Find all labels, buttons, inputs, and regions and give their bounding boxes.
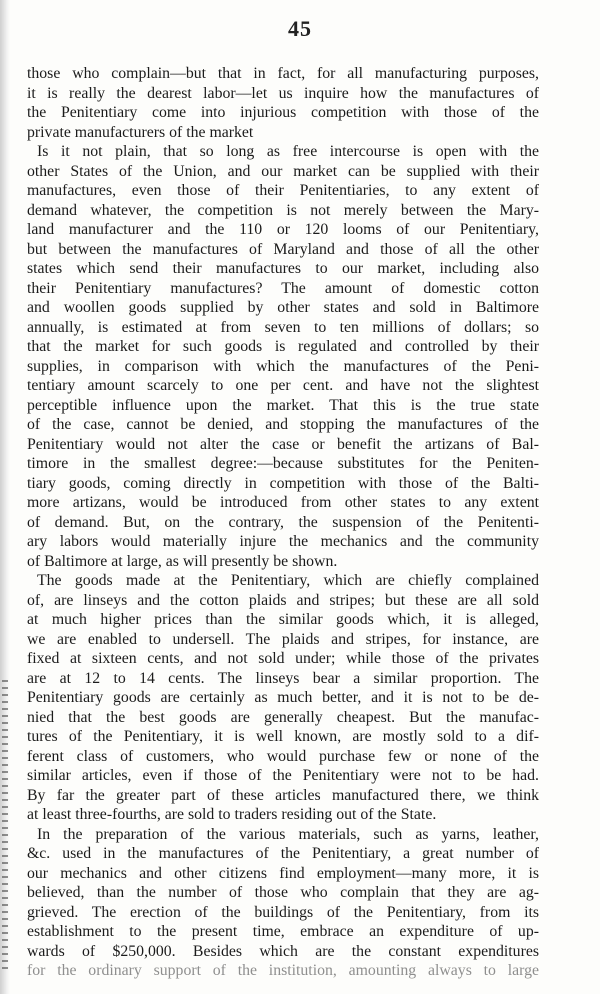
text-line: manufactures, even those of their Penitentiaries, to any extent of [27, 182, 539, 199]
text-line: wards of $250,000. Besides which are the constant expenditures [27, 942, 539, 960]
text-line: In the preparation of the various materials, such as yarns, leather, [37, 825, 539, 843]
text-line: are at 12 to 14 cents. The linseys bear a similar proportion. The [27, 669, 539, 687]
text-line: of the case, cannot be denied, and stopping the manufactures of the [27, 416, 539, 433]
text-line: tentiary amount scarcely to one per cent. and have not the slightest [27, 377, 539, 394]
text-line: tures of the Penitentiary, it is well known, are mostly sold to a dif- [27, 728, 539, 745]
text-line: other States of the Union, and our market can be supplied with their [27, 162, 539, 180]
page-binding-edge [0, 0, 10, 994]
text-line: it is really the dearest labor—let us inquire how the manufactures of [27, 84, 539, 102]
text-line: ary labors would materially injure the mechanics and the community [27, 533, 539, 550]
text-line: for the ordinary support of the institution, amounting always to large [27, 962, 539, 979]
text-line: tiary goods, coming directly in competition with those of the Balti- [27, 474, 539, 492]
text-line: of, are linseys and the cotton plaids and stripes; but these are all sold [27, 591, 539, 609]
text-line: land manufacturer and the 110 or 120 looms of our Penitentiary, [27, 221, 539, 238]
text-line: Is it not plain, that so long as free intercourse is open with the [37, 143, 539, 160]
text-line: more artizans, would be introduced from other states to any extent [27, 494, 539, 511]
text-line: the Penitentiary come into injurious competition with those of the [27, 104, 539, 121]
text-line: states which send their manufactures to our market, including also [27, 260, 539, 277]
text-line: grieved. The erection of the buildings of the Penitentiary, from its [27, 903, 539, 921]
text-line: those who complain—but that in fact, for all manufacturing purposes, [27, 65, 539, 82]
body-text [27, 64, 539, 981]
text-line: at least three-fourths, are sold to traders residing out of the State. [27, 806, 437, 823]
text-line: The goods made at the Penitentiary, which are chiefly complained [37, 572, 539, 589]
text-line: timore in the smallest degree:—because substitutes for the Peniten- [27, 455, 539, 472]
text-line: and woollen goods supplied by other states and sold in Baltimore [27, 299, 539, 316]
text-line: Penitentiary goods are certainly as much better, and it is not to be de- [27, 689, 539, 706]
text-line: at much higher prices than the similar goods which, it is alleged, [27, 611, 539, 628]
text-line: similar articles, even if those of the Penitentiary were not to be had. [27, 767, 539, 784]
text-line: &c. used in the manufactures of the Penitentiary, a great number of [27, 845, 539, 862]
text-line: fixed at sixteen cents, and not sold under; while those of the privates [27, 650, 539, 667]
text-line: supplies, in comparison with which the manufactures of the Peni- [27, 357, 539, 375]
text-line: Penitentiary would not alter the case or benefit the artizans of Bal- [27, 435, 539, 453]
text-line: our mechanics and other citizens find employment—many more, it is [27, 864, 539, 882]
text-line: but between the manufactures of Maryland and those of all the other [27, 240, 539, 258]
text-line: their Penitentiary manufactures? The amount of domestic cotton [27, 279, 539, 297]
text-line: private manufacturers of the market [27, 123, 254, 141]
text-line: nied that the best goods are generally cheapest. But the manufac- [27, 708, 539, 726]
text-line: believed, than the number of those who complain that they are ag- [27, 884, 539, 901]
paragraph-4 [27, 825, 539, 981]
text-line: ferent class of customers, who would purchase few or none of the [27, 747, 539, 765]
text-line: we are enabled to undersell. The plaids and stripes, for instance, are [27, 630, 539, 648]
text-line: demand whatever, the competition is not merely between the Mary- [27, 201, 539, 219]
text-line: of demand. But, on the contrary, the suspension of the Penitenti- [27, 513, 539, 531]
page-number: 45 [288, 16, 312, 41]
text-line: of Baltimore at large, as will presently be shown. [27, 552, 338, 570]
text-line: establishment to the present time, embrace an expenditure of up- [27, 923, 539, 940]
text-line: annually, is estimated at from seven to ten millions of dollars; so [27, 318, 539, 336]
paragraph-3 [27, 571, 539, 825]
text-line: that the market for such goods is regulated and controlled by their [27, 338, 539, 355]
text-line: By far the greater part of these articles manufactured there, we think [27, 786, 539, 804]
paragraph-2 [27, 142, 539, 571]
binding-stitch-marks [2, 680, 8, 970]
text-line: perceptible influence upon the market. That this is the true state [27, 396, 539, 414]
paragraph-1 [27, 64, 539, 142]
